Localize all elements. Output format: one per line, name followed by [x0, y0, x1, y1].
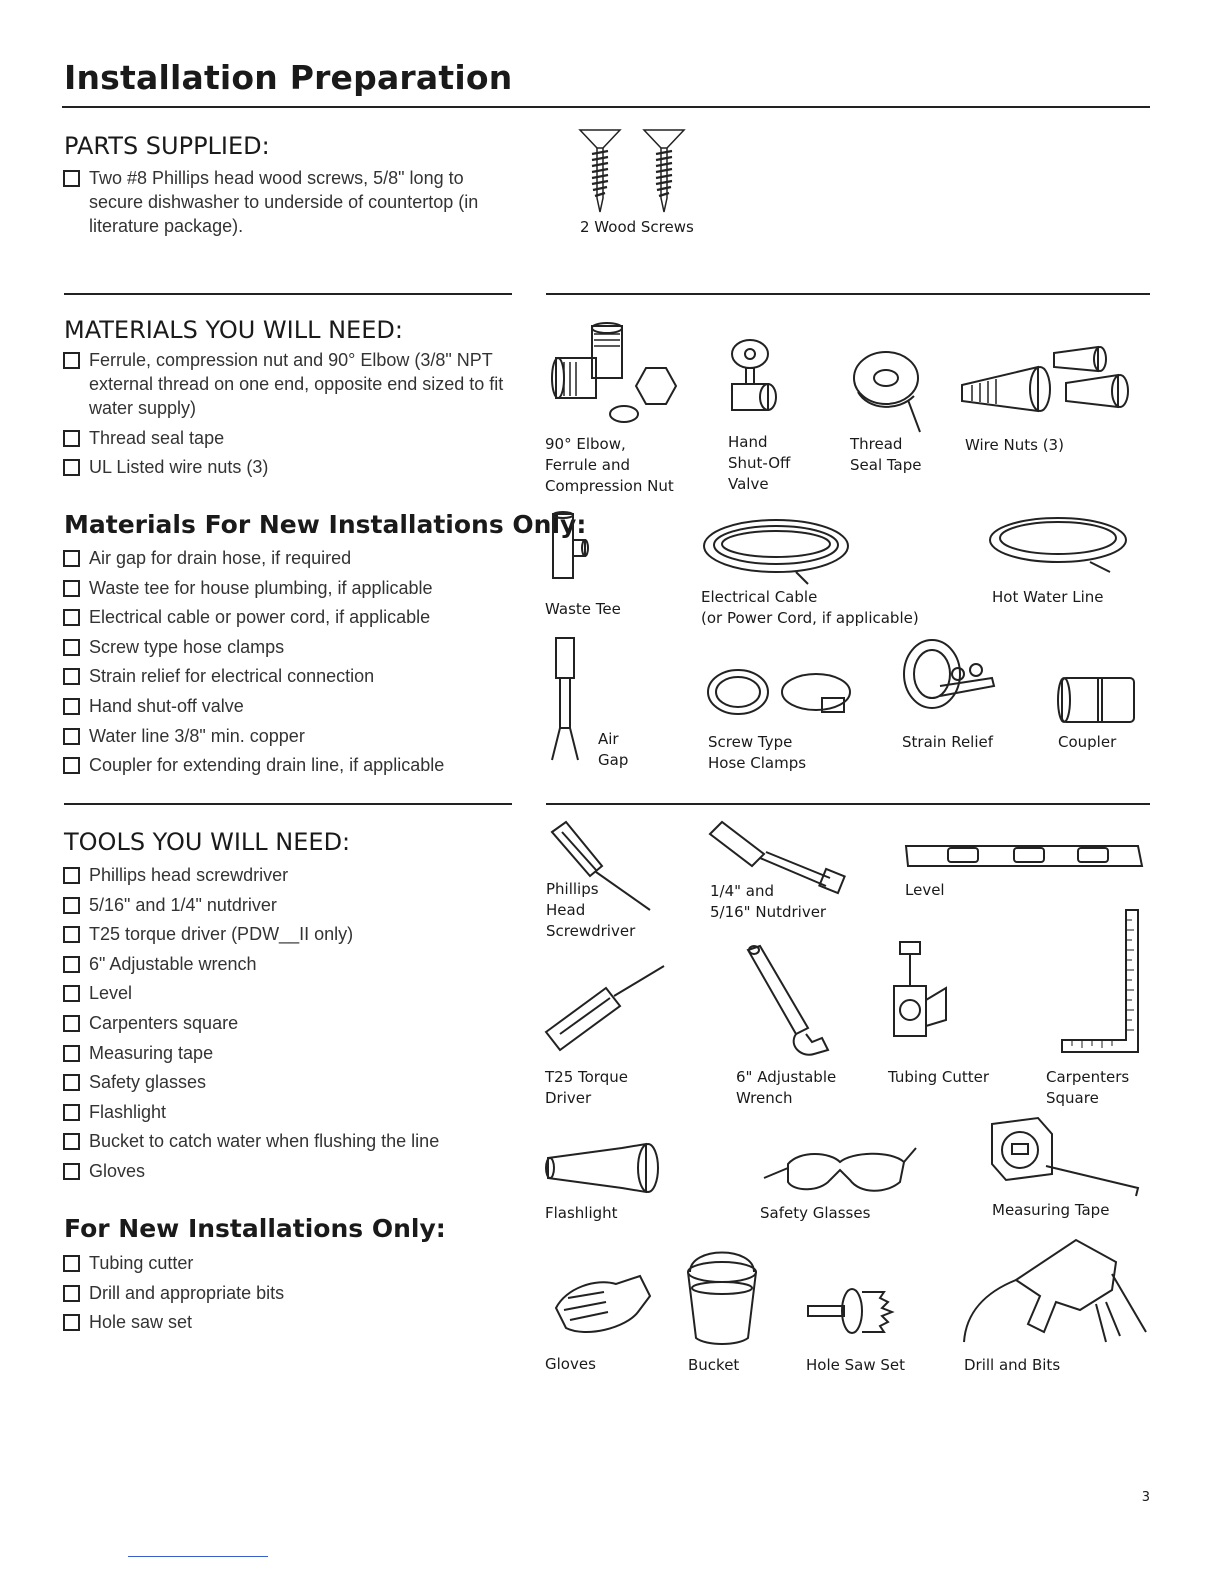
wire-nuts-illustration: [958, 345, 1138, 425]
divider: [64, 803, 512, 805]
checkbox-icon: [63, 609, 80, 626]
new-tools-list: [63, 1251, 523, 1340]
t25-caption: T25 Torque Driver: [545, 1068, 628, 1107]
checklist-item: Bucket to catch water when flushing the line: [63, 1129, 523, 1153]
checkbox-icon: [63, 352, 80, 369]
checklist-item: Two #8 Phillips head wood screws, 5/8" long to secure dishwasher to underside of countertop (in literature package).: [63, 166, 513, 238]
checkbox-icon: [63, 1285, 80, 1302]
t25-driver-illustration: [540, 962, 670, 1062]
checkbox-icon: [63, 639, 80, 656]
page-title: Installation Preparation: [64, 58, 513, 97]
checkbox-icon: [63, 728, 80, 745]
checkbox-icon: [63, 170, 80, 187]
holesaw-caption: Hole Saw Set: [806, 1356, 906, 1374]
flashlight-illustration: [542, 1140, 666, 1198]
tools-list: [63, 863, 523, 1189]
wrench-caption: 6" Adjustable Wrench: [736, 1068, 837, 1107]
level-caption: Level: [905, 881, 945, 899]
parts-supplied-heading: PARTS SUPPLIED:: [64, 132, 270, 160]
checklist-item: Safety glasses: [63, 1070, 523, 1094]
checkbox-icon: [63, 1163, 80, 1180]
checklist-item: T25 torque driver (PDW__II only): [63, 922, 523, 946]
bucket-caption: Bucket: [688, 1356, 740, 1374]
drill-caption: Drill and Bits: [964, 1356, 1061, 1374]
divider: [546, 803, 1150, 805]
checkbox-icon: [63, 1133, 80, 1150]
waste-tee-illustration: [545, 510, 595, 582]
new-tools-heading: For New Installations Only:: [64, 1214, 446, 1243]
hot-water-line-illustration: [986, 512, 1136, 584]
checklist-item: Coupler for extending drain line, if applicable: [63, 753, 523, 777]
hotwater-caption: Hot Water Line: [992, 588, 1104, 606]
checklist-item: Flashlight: [63, 1100, 523, 1124]
adjustable-wrench-illustration: [742, 942, 838, 1060]
new-materials-heading: Materials For New Installations Only:: [64, 510, 587, 539]
gloves-illustration: [546, 1268, 656, 1340]
shutoff-caption: Hand Shut-Off Valve: [728, 433, 791, 493]
shutoff-valve-illustration: [722, 338, 782, 428]
elbow-ferrule-nut-illustration: [546, 318, 686, 430]
wood-screws-caption: 2 Wood Screws: [580, 218, 694, 236]
clamps-caption: Screw Type Hose Clamps: [708, 733, 807, 772]
bucket-illustration: [682, 1248, 762, 1348]
tools-heading: TOOLS YOU WILL NEED:: [64, 828, 351, 856]
checkbox-icon: [63, 1045, 80, 1062]
strain-relief-illustration: [900, 626, 1000, 716]
divider: [546, 293, 1150, 295]
checklist-item: 5/16" and 1/4" nutdriver: [63, 893, 523, 917]
checklist-item: Thread seal tape: [63, 426, 513, 450]
checkbox-icon: [63, 1015, 80, 1032]
measuring-caption: Measuring Tape: [992, 1201, 1110, 1219]
checklist-item: Level: [63, 981, 523, 1005]
checklist-item: Electrical cable or power cord, if applicable: [63, 605, 523, 629]
airgap-caption: Air Gap: [598, 730, 629, 769]
checklist-item: UL Listed wire nuts (3): [63, 455, 513, 479]
carpenters-square-illustration: [1056, 906, 1144, 1056]
gloves-caption: Gloves: [545, 1355, 596, 1373]
checkbox-icon: [63, 985, 80, 1002]
checkbox-icon: [63, 1314, 80, 1331]
square-caption: Carpenters Square: [1046, 1068, 1130, 1107]
footer-line: [128, 1556, 268, 1557]
page-number: 3: [1141, 1490, 1150, 1505]
flashlight-caption: Flashlight: [545, 1204, 618, 1222]
checklist-item: Carpenters square: [63, 1011, 523, 1035]
tubing-caption: Tubing Cutter: [888, 1068, 990, 1086]
hole-saw-illustration: [804, 1284, 914, 1338]
tape-caption: Thread Seal Tape: [850, 435, 922, 474]
checklist-item: 6" Adjustable wrench: [63, 952, 523, 976]
safety-glasses-illustration: [760, 1140, 920, 1200]
checkbox-icon: [63, 430, 80, 447]
cable-caption: Electrical Cable (or Power Cord, if applicable): [701, 588, 919, 627]
materials-heading: MATERIALS YOU WILL NEED:: [64, 316, 403, 344]
coupler-illustration: [1054, 674, 1140, 726]
checklist-item: Waste tee for house plumbing, if applicable: [63, 576, 523, 600]
strain-caption: Strain Relief: [902, 733, 994, 751]
thread-seal-tape-illustration: [848, 348, 928, 434]
wirenuts-caption: Wire Nuts (3): [965, 436, 1064, 454]
checklist-item: Hole saw set: [63, 1310, 523, 1334]
checklist-item: Gloves: [63, 1159, 523, 1183]
wood-screws-illustration: [570, 128, 700, 218]
checklist-item: Screw type hose clamps: [63, 635, 523, 659]
wastetee-caption: Waste Tee: [545, 600, 621, 618]
nutdriver-caption: 1/4" and 5/16" Nutdriver: [710, 882, 827, 921]
checkbox-icon: [63, 757, 80, 774]
tubing-cutter-illustration: [884, 940, 954, 1052]
checklist-item: Tubing cutter: [63, 1251, 523, 1275]
checklist-item: Phillips head screwdriver: [63, 863, 523, 887]
level-illustration: [902, 838, 1147, 876]
coupler-caption: Coupler: [1058, 733, 1117, 751]
checklist-item: Water line 3/8" min. copper: [63, 724, 523, 748]
checkbox-icon: [63, 550, 80, 567]
checkbox-icon: [63, 1104, 80, 1121]
checkbox-icon: [63, 668, 80, 685]
measuring-tape-illustration: [984, 1114, 1144, 1200]
checklist-item: Ferrule, compression nut and 90° Elbow (3/8" NPT external thread on one end, opposite end sized to fit water supply): [63, 348, 513, 420]
checkbox-icon: [63, 1255, 80, 1272]
checklist-item: Hand shut-off valve: [63, 694, 523, 718]
checklist-item: Strain relief for electrical connection: [63, 664, 523, 688]
checkbox-icon: [63, 459, 80, 476]
parts-supplied-list: [63, 166, 513, 244]
checklist-item: Measuring tape: [63, 1041, 523, 1065]
checklist-item: Air gap for drain hose, if required: [63, 546, 523, 570]
title-rule: [62, 106, 1150, 108]
new-materials-list: [63, 546, 523, 783]
air-gap-illustration: [548, 636, 594, 768]
checkbox-icon: [63, 956, 80, 973]
checkbox-icon: [63, 897, 80, 914]
checkbox-icon: [63, 580, 80, 597]
electrical-cable-illustration: [700, 512, 860, 592]
elbow-caption: 90° Elbow, Ferrule and Compression Nut: [545, 435, 674, 495]
phillips-caption: Phillips Head Screwdriver: [546, 880, 636, 940]
checkbox-icon: [63, 867, 80, 884]
checkbox-icon: [63, 698, 80, 715]
checkbox-icon: [63, 926, 80, 943]
checkbox-icon: [63, 1074, 80, 1091]
checklist-item: Drill and appropriate bits: [63, 1281, 523, 1305]
hose-clamps-illustration: [704, 664, 864, 724]
divider: [64, 293, 512, 295]
drill-illustration: [956, 1232, 1150, 1352]
glasses-caption: Safety Glasses: [760, 1204, 871, 1222]
materials-list: [63, 348, 513, 485]
